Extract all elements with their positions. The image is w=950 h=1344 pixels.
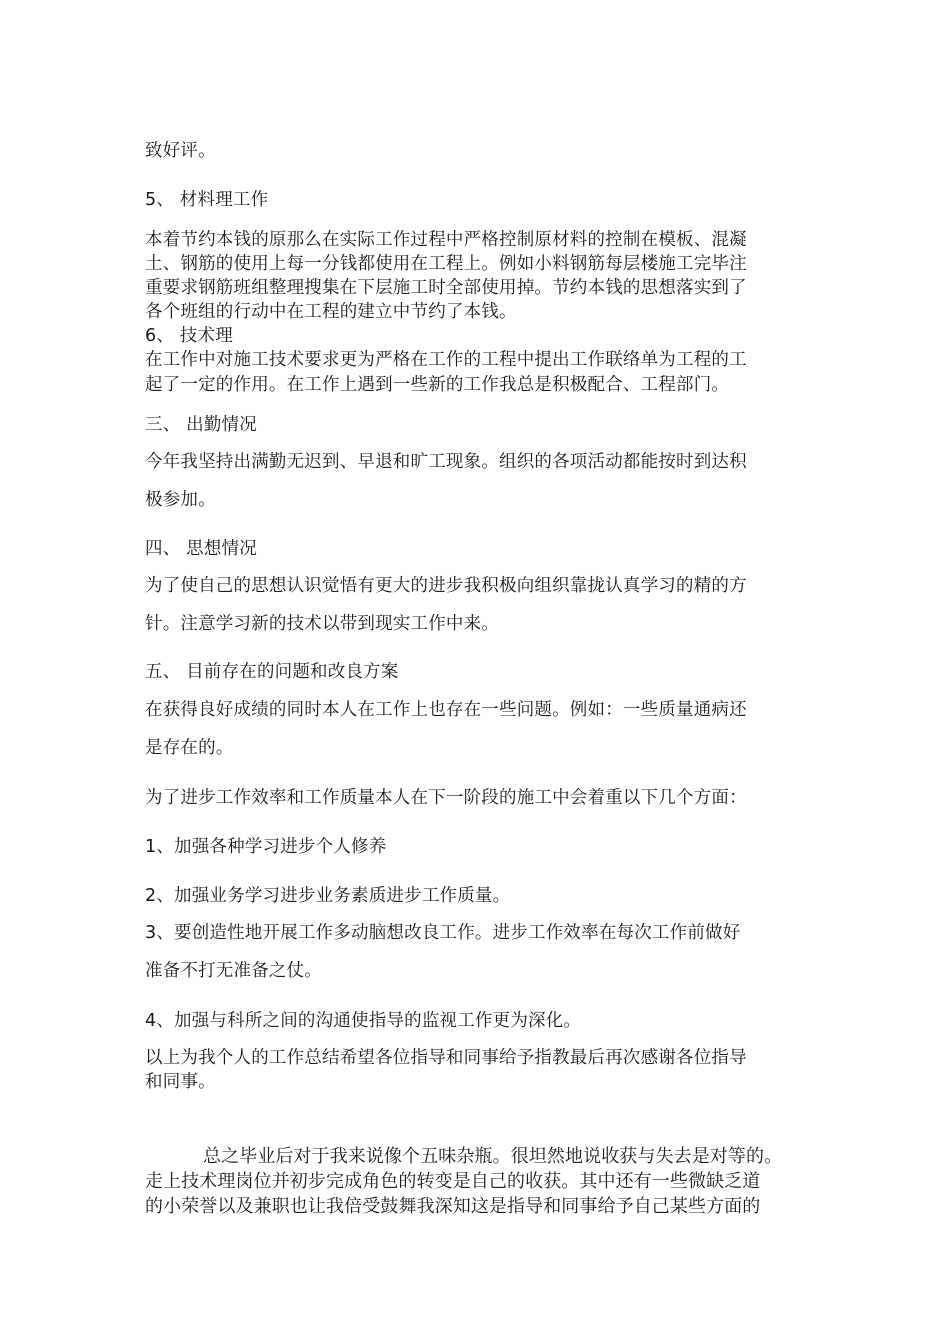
text-line: 为了进步工作效率和工作质量本人在下一阶段的施工中会着重以下几个方面： (145, 788, 747, 808)
text-line: 以上为我个人的工作总结希望各位指导和同事给予指教最后再次感谢各位指导 (145, 1048, 747, 1068)
text-line: 的小荣誉以及兼职也让我倍受鼓舞我深知这是指导和同事给予自己某些方面的 (145, 1196, 761, 1217)
text-line: 重要求钢筋班组整理搜集在下层施工时全部使用掉。节约本钱的思想落实到了 (145, 278, 747, 298)
text-line: 为了使自己的思想认识觉悟有更大的进步我积极向组织靠拢认真学习的精的方 (145, 576, 747, 596)
text-line: 准备不打无准备之仗。 (145, 961, 322, 981)
text-line: 致好评。 (145, 141, 216, 161)
section-heading: 5、 材料理工作 (145, 190, 269, 210)
list-item: 4、加强与科所之间的沟通使指导的监视工作更为深化。 (145, 1011, 582, 1031)
text-line: 极参加。 (145, 490, 216, 510)
text-line: 本着节约本钱的原那么在实际工作过程中严格控制原材料的控制在模板、混凝 (145, 230, 747, 250)
section-heading: 6、 技术理 (145, 326, 233, 346)
list-item: 2、加强业务学习进步业务素质进步工作质量。 (145, 886, 511, 906)
text-line: 土、钢筋的使用上每一分钱都使用在工程上。例如小料钢筋每层楼施工完毕注 (145, 254, 747, 274)
section-heading: 三、 出勤情况 (145, 415, 257, 435)
text-line: 各个班组的行动中在工程的建立中节约了本钱。 (145, 302, 517, 322)
text-line: 和同事。 (145, 1072, 216, 1092)
list-item: 3、要创造性地开展工作多动脑想改良工作。进步工作效率在每次工作前做好 (145, 923, 741, 943)
list-item: 1、加强各种学习进步个人修养 (145, 837, 387, 857)
section-heading: 四、 思想情况 (145, 539, 257, 559)
text-line: 起了一定的作用。在工作上遇到一些新的工作我总是积极配合、工程部门。 (145, 375, 730, 395)
paragraph-first-line: 总之毕业后对于我来说像个五味杂瓶。很坦然地说收获与失去是对等的。 (203, 1146, 783, 1167)
text-line: 走上技术理岗位并初步完成角色的转变是自己的收获。其中还有一些微缺乏道 (145, 1171, 761, 1192)
section-heading: 五、 目前存在的问题和改良方案 (145, 662, 399, 682)
text-line: 针。注意学习新的技术以带到现实工作中来。 (145, 614, 499, 634)
text-line: 今年我坚持出满勤无迟到、早退和旷工现象。组织的各项活动都能按时到达积 (145, 452, 747, 472)
text-line: 在获得良好成绩的同时本人在工作上也存在一些问题。例如：一些质量通病还 (145, 700, 747, 720)
text-line: 在工作中对施工技术要求更为严格在工作的工程中提出工作联络单为工程的工 (145, 350, 747, 370)
text-line: 是存在的。 (145, 738, 234, 758)
